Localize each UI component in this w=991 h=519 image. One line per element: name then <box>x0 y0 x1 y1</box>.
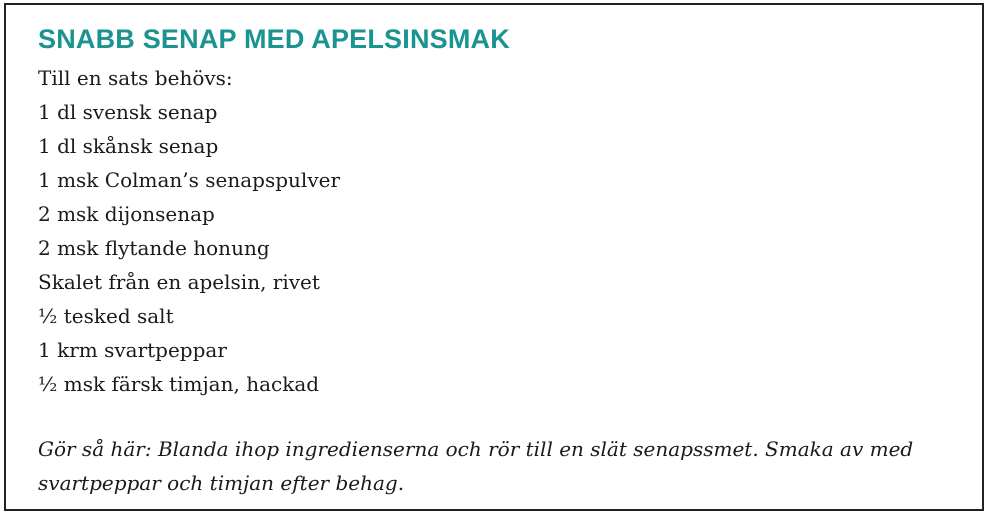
recipe-title: SNABB SENAP MED APELSINSMAK <box>38 24 510 54</box>
recipe-box <box>4 3 984 511</box>
instructions-text: Gör så här: Blanda ihop ingredienserna och rör till en slät senapssmet. Smaka av med svartpeppar och timjan efter behag. <box>38 437 914 495</box>
ingredient-item: 1 krm svartpeppar <box>38 338 227 362</box>
intro-line: Till en sats behövs: <box>38 66 233 90</box>
ingredient-item: Skalet från en apelsin, rivet <box>38 270 320 294</box>
ingredient-item: ½ msk färsk timjan, hackad <box>38 372 320 396</box>
ingredient-item: 1 dl skånsk senap <box>38 134 219 158</box>
ingredient-item: ½ tesked salt <box>38 304 174 328</box>
ingredient-item: 2 msk dijonsenap <box>38 202 215 226</box>
ingredient-item: 1 msk Colman’s senapspulver <box>38 168 341 192</box>
ingredient-item: 2 msk flytande honung <box>38 236 270 260</box>
ingredient-list <box>38 61 340 401</box>
ingredient-item: 1 dl svensk senap <box>38 100 218 124</box>
